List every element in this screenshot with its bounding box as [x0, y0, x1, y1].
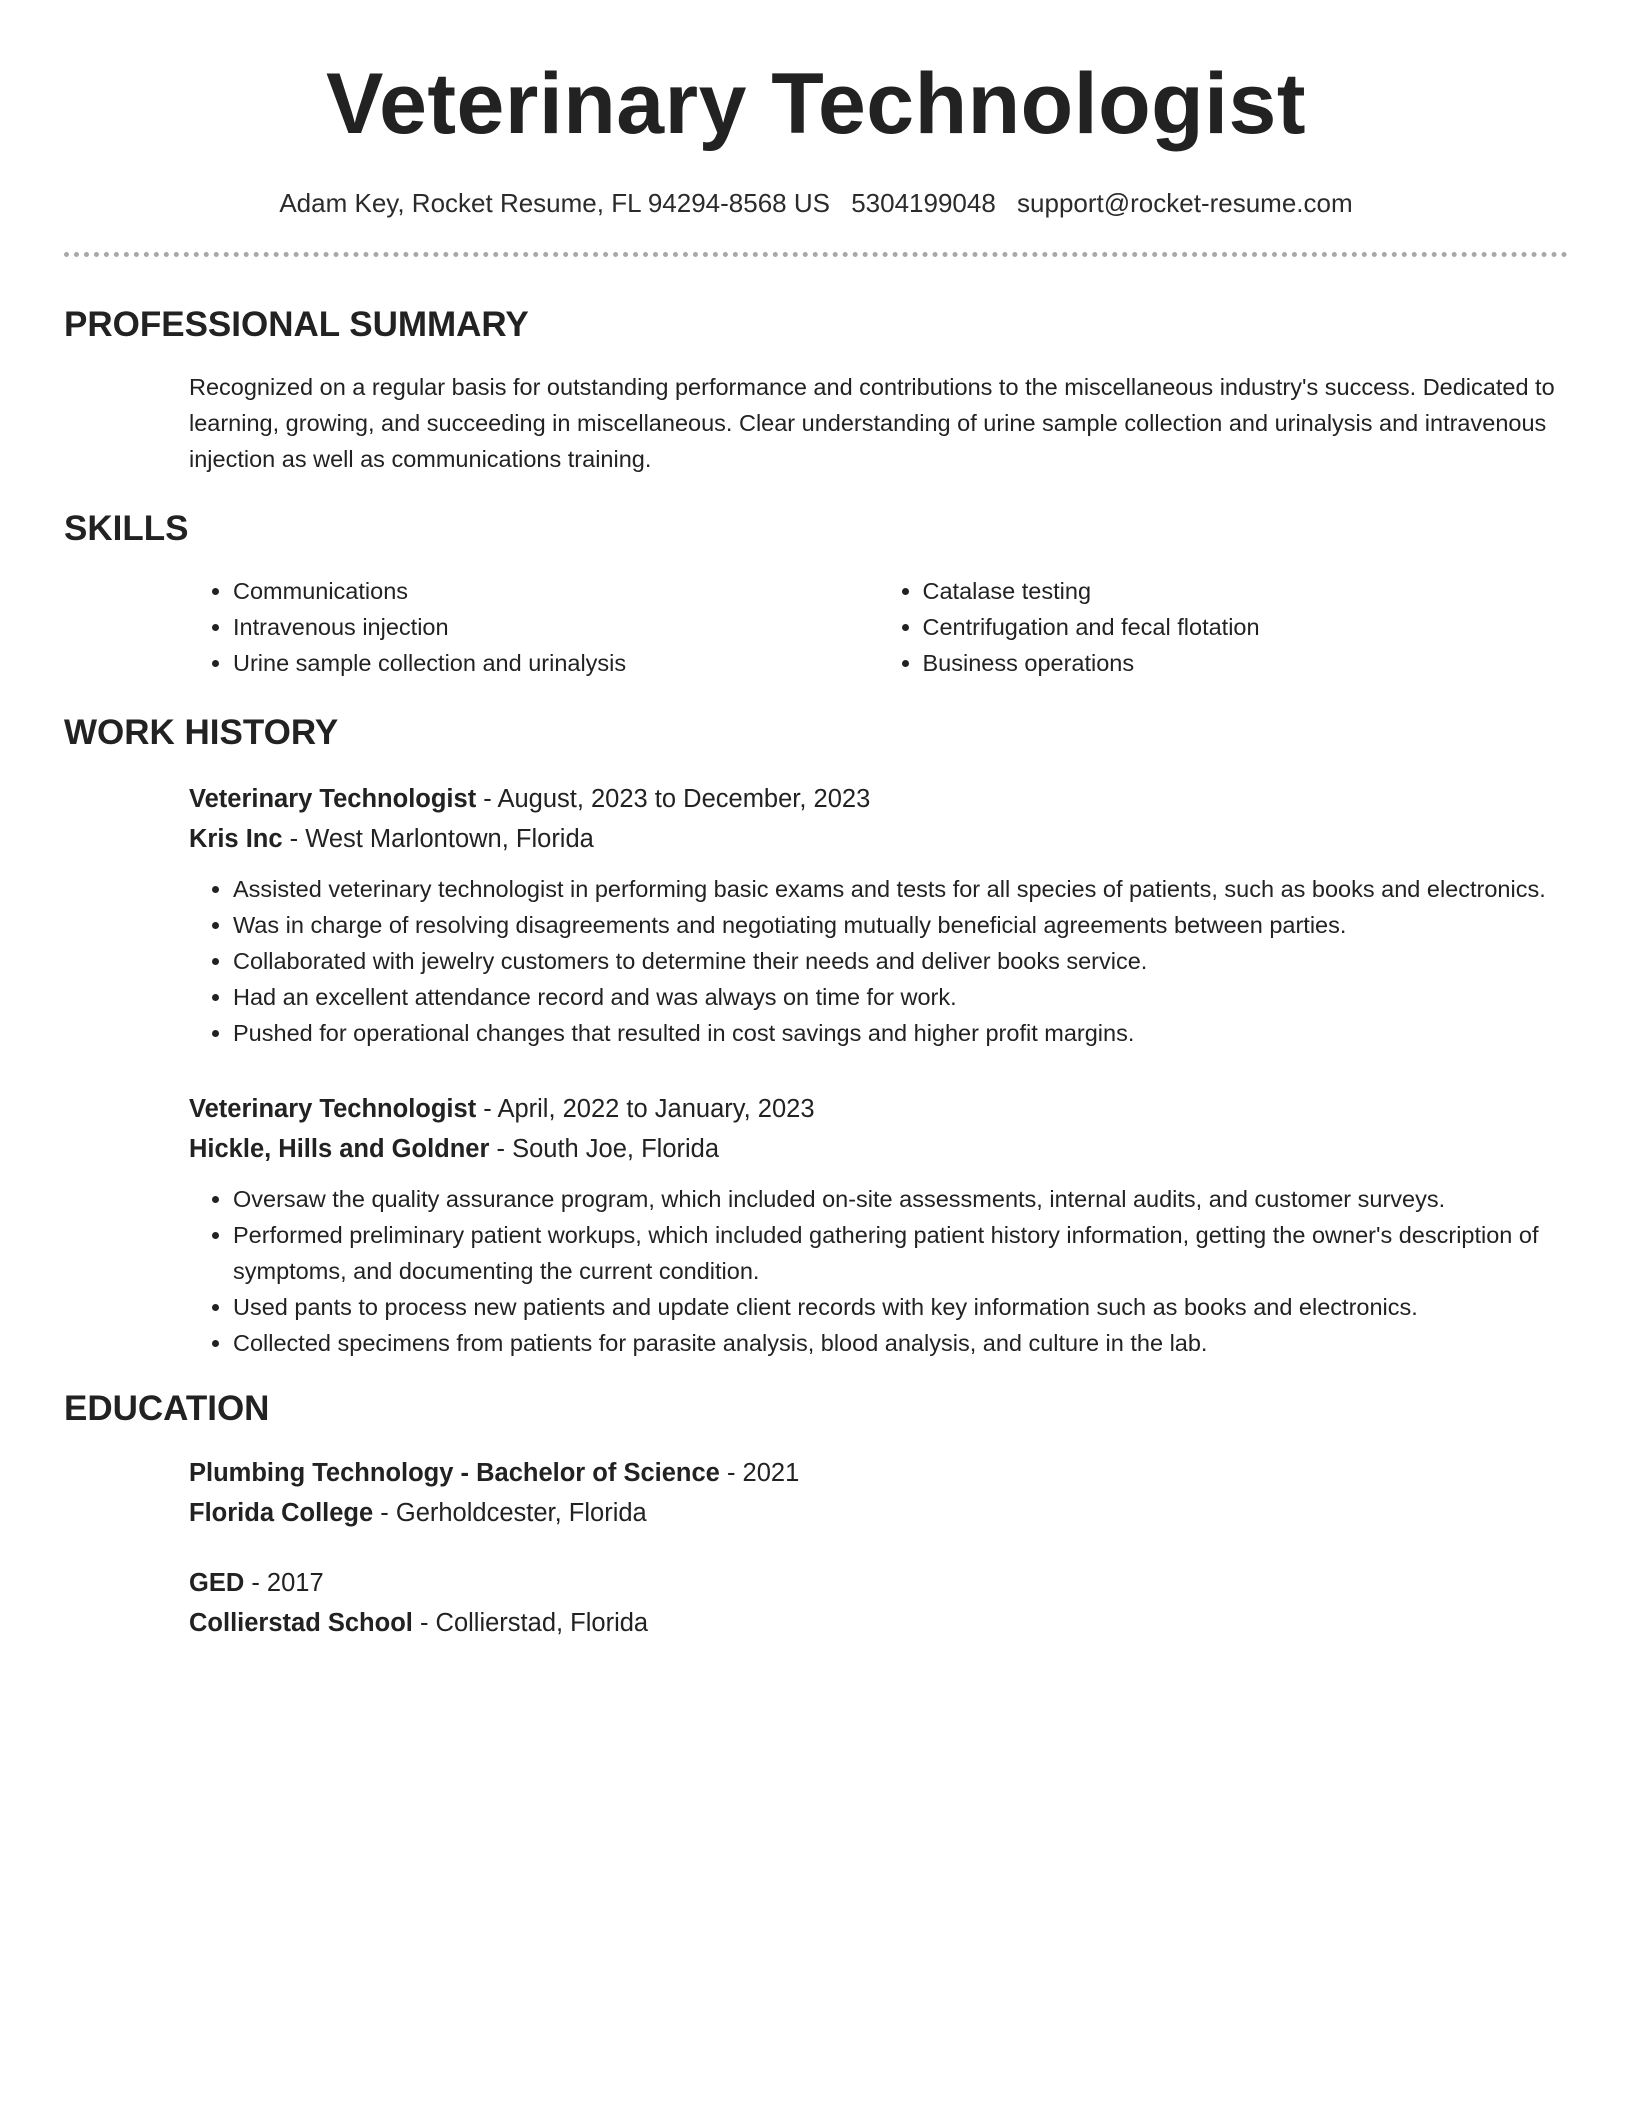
resume-header: [0, 0, 1632, 220]
job-bullets: [189, 1181, 1568, 1361]
job-bullet: • Pushed for operational changes that resulted in cost savings and higher profit margins.: [233, 1015, 1568, 1051]
job-company-line: [189, 1129, 1568, 1169]
education-entry: [189, 1453, 1568, 1533]
education-entry: [189, 1563, 1568, 1643]
job-company: Hickle, Hills and Goldner: [189, 1135, 490, 1163]
job-company: Kris Inc: [189, 825, 283, 853]
job-bullet: • Collaborated with jewelry customers to determine their needs and deliver books service.: [233, 943, 1568, 979]
degree-name: GED: [189, 1569, 245, 1597]
summary-text: Recognized on a regular basis for outstanding performance and contributions to the miscellaneous industry's success. Dedicated to learning, growing, and succeeding in miscellaneous. Clear understanding of urine sample collection and urinalysis and intravenous injection as well as communications training.: [189, 374, 1555, 472]
job-title-line: [189, 779, 1568, 819]
job-bullet: • Used pants to process new patients and update client records with key information such as books and electronics.: [233, 1289, 1568, 1325]
contact-line: [0, 186, 1632, 220]
job-bullet: • Was in charge of resolving disagreements and negotiating mutually beneficial agreements between parties.: [233, 907, 1568, 943]
school-line: [189, 1603, 1568, 1643]
job-dates: - April, 2022 to January, 2023: [476, 1095, 815, 1123]
job-title: Veterinary Technologist: [189, 785, 477, 813]
education-section: [64, 1387, 1568, 1643]
job-company-line: [189, 819, 1568, 859]
degree-name: Plumbing Technology - Bachelor of Science: [189, 1459, 720, 1487]
job-bullet: • Assisted veterinary technologist in performing basic exams and tests for all species of patients, such as books and electronics.: [233, 871, 1568, 907]
job-bullet: • Collected specimens from patients for parasite analysis, blood analysis, and culture in the lab.: [233, 1325, 1568, 1361]
degree-line: [189, 1453, 1568, 1493]
job-title-line: [189, 1089, 1568, 1129]
job-entry: [189, 779, 1568, 1051]
degree-year: - 2021: [719, 1459, 800, 1487]
summary-heading: PROFESSIONAL SUMMARY: [64, 305, 529, 344]
work-section: [64, 711, 1568, 1361]
job-entry: [189, 1089, 1568, 1361]
skill-item: • Communications: [233, 573, 879, 609]
school-line: [189, 1493, 1568, 1533]
school-location: - Gerholdcester, Florida: [373, 1499, 647, 1527]
skills-left-column: [189, 573, 879, 681]
skills-heading: SKILLS: [64, 509, 189, 548]
job-dates: - August, 2023 to December, 2023: [476, 785, 871, 813]
degree-line: [189, 1563, 1568, 1603]
resume-title: Veterinary Technologist: [325, 56, 1307, 152]
skills-grid: [189, 573, 1568, 681]
contact-phone: 5304199048: [851, 188, 996, 218]
education-heading: EDUCATION: [64, 1389, 270, 1428]
job-bullet: • Oversaw the quality assurance program, which included on-site assessments, internal audits, and customer surveys.: [233, 1181, 1568, 1217]
job-bullet: • Had an excellent attendance record and was always on time for work.: [233, 979, 1568, 1015]
work-heading: WORK HISTORY: [64, 713, 339, 752]
skill-item: • Intravenous injection: [233, 609, 879, 645]
header-divider: [64, 252, 1568, 257]
skills-right-column: [879, 573, 1569, 681]
job-bullet: • Performed preliminary patient workups, which included gathering patient history information, getting the owner's description of symptoms, and documenting the current condition.: [233, 1217, 1568, 1289]
school-name: Collierstad School: [189, 1609, 413, 1637]
skill-item: • Centrifugation and fecal flotation: [923, 609, 1569, 645]
contact-email: support@rocket-resume.com: [1017, 188, 1353, 218]
school-location: - Collierstad, Florida: [412, 1609, 649, 1637]
school-name: Florida College: [189, 1499, 374, 1527]
job-location: - West Marlontown, Florida: [282, 825, 594, 853]
job-title: Veterinary Technologist: [189, 1095, 477, 1123]
skills-section: [64, 507, 1568, 681]
summary-section: [64, 303, 1568, 477]
job-location: - South Joe, Florida: [489, 1135, 720, 1163]
skill-item: • Urine sample collection and urinalysis: [233, 645, 879, 681]
degree-year: - 2017: [244, 1569, 324, 1597]
contact-address: Adam Key, Rocket Resume, FL 94294-8568 US: [279, 188, 830, 218]
skill-item: • Business operations: [923, 645, 1569, 681]
job-bullets: [189, 871, 1568, 1051]
skill-item: • Catalase testing: [923, 573, 1569, 609]
